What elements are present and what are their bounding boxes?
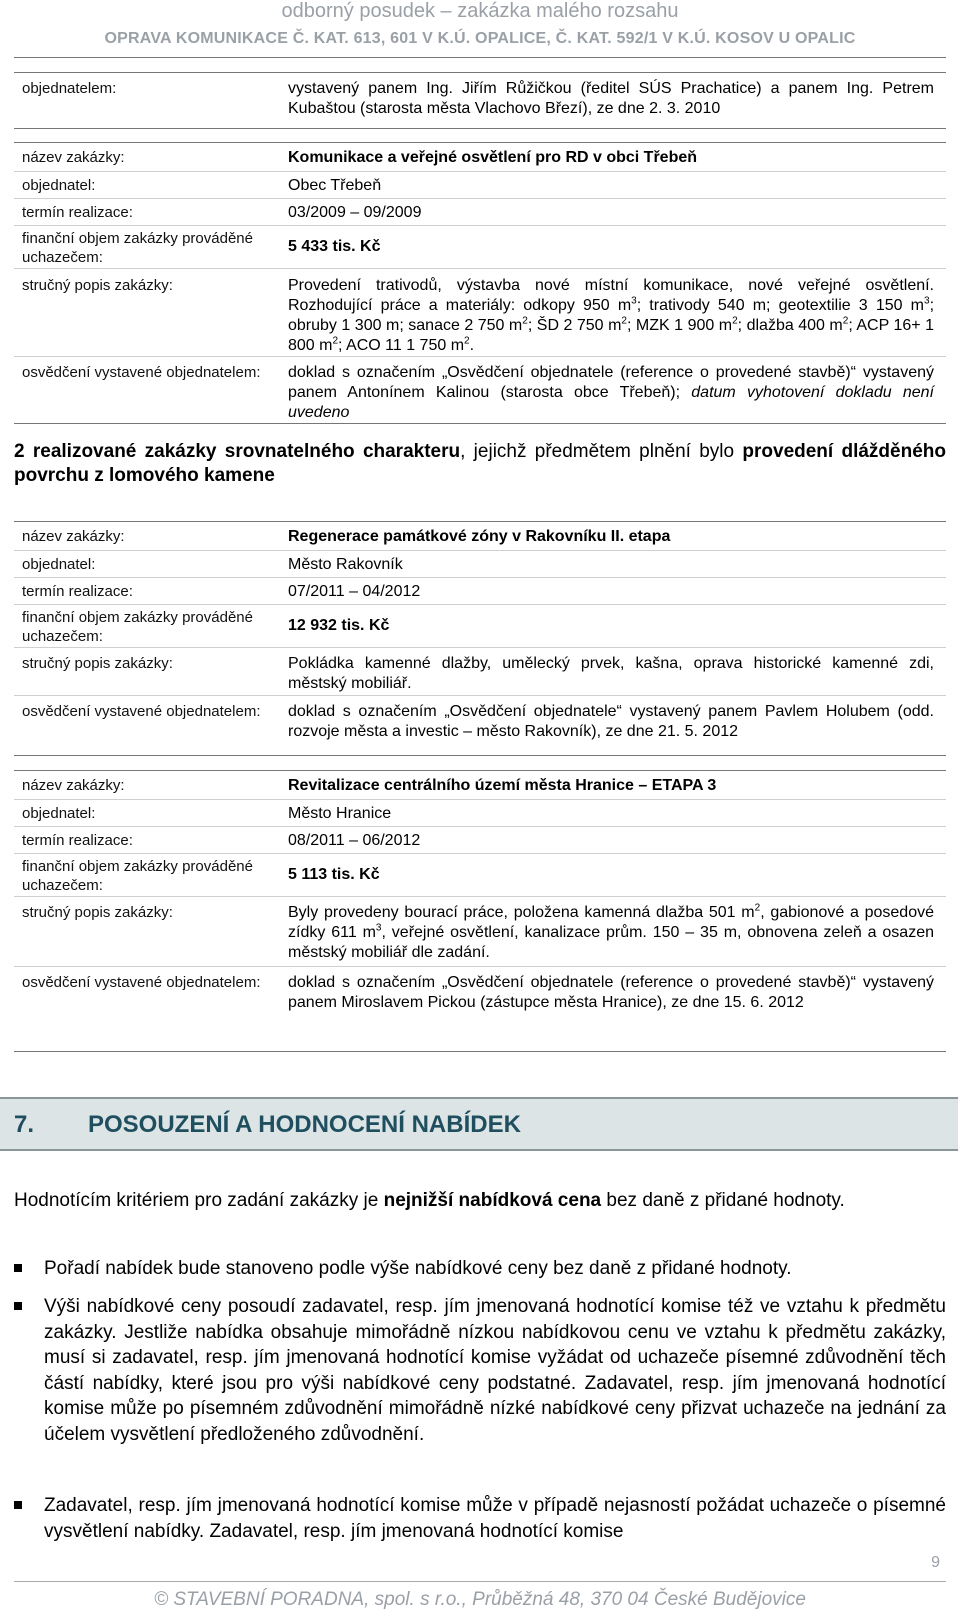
label-term: termín realizace: bbox=[22, 832, 133, 849]
square-bullet-icon bbox=[14, 1501, 22, 1509]
section-heading: 2 realizované zakázky srovnatelného charakteru, jejichž předmětem plnění bylo provedení dlážděného povrchu z lomového kamene bbox=[14, 441, 946, 486]
row-term bbox=[14, 577, 946, 605]
label-name: název zakázky: bbox=[22, 777, 125, 794]
row-name bbox=[14, 143, 946, 171]
header-subtitle: odborný posudek – zakázka malého rozsahu bbox=[281, 0, 679, 22]
label-name: název zakázky: bbox=[22, 528, 125, 545]
label-finance: finanční objem zakázky prováděné uchazečem: bbox=[22, 609, 253, 645]
row-client bbox=[14, 799, 946, 827]
page-number: 9 bbox=[931, 1554, 940, 1571]
project-desc: Byly provedeny bourací práce, položena kamenná dlažba 501 $m^2$, gabionové a posedové zídky 611 $m^3$, veřejné osvětlení, kanalizace prům. 150 – 35 m, obnovena zeleň a osazen městský mobiliář dle zadání. bbox=[288, 902, 934, 961]
project-client: Město Rakovník bbox=[288, 556, 403, 573]
header-title: OPRAVA KOMUNIKACE Č. KAT. 613, 601 V K.Ú. OPALICE, Č. KAT. 592/1 V K.Ú. KOSOV U OPALIC bbox=[104, 30, 856, 47]
project-finance: 5 433 tis. Kč bbox=[288, 238, 381, 255]
page-footer: © STAVEBNÍ PORADNA, spol. s r.o., Průběžná 48, 370 04 České Budějovice bbox=[154, 1589, 806, 1610]
row-desc bbox=[14, 268, 946, 357]
bullet-text: Zadavatel, resp. jím jmenovaná hodnotící komise může v případě nejasností požádat uchazeče o písemné vysvětlení nabídky. Zadavatel, resp. jím jmenovaná hodnotící komise bbox=[44, 1495, 946, 1542]
bullet-text: Pořadí nabídek bude stanoveno podle výše nabídkové ceny bez daně z přidané hodnoty. bbox=[44, 1258, 792, 1279]
section-number: 7. bbox=[14, 1111, 35, 1138]
label-cert: osvědčení vystavené objednatelem: bbox=[22, 364, 261, 381]
project-client: Město Hranice bbox=[288, 805, 392, 822]
header-divider bbox=[14, 57, 946, 58]
label-desc: stručný popis zakázky: bbox=[22, 655, 173, 672]
intro-paragraph: Hodnotícím kritériem pro zadání zakázky je nejnižší nabídková cena bez daně z přidané hodnoty. bbox=[14, 1190, 845, 1211]
section-title: POSOUZENÍ A HODNOCENÍ NABÍDEK bbox=[88, 1111, 521, 1138]
label-desc: stručný popis zakázky: bbox=[22, 277, 173, 294]
project-cert: doklad s označením „Osvědčení objednatele (reference o provedené stavbě)“ vystavený panem Miroslavem Pickou (zástupce města Hranice), ze dne 15. 6. 2012 bbox=[288, 974, 934, 1011]
bullet-text: Výši nabídkové ceny posoudí zadavatel, resp. jím jmenovaná hodnotící komise též ve vztahu k předmětu zakázky. Jestliže nabídka obsahuje mimořádně nízkou nabídkovou cenu ve vztahu k předmětu zakázky, musí si zadavatel, resp. jím jmenovaná hodnotící komise vyžádat od uchazeče písemné zdůvodnění těch částí nabídky, které jsou pro výši nabídkové ceny podstatné. Zadavatel, resp. jím jmenovaná hodnotící komise může po písemném zdůvodnění mimořádně nízké nabídkové ceny přizvat uchazeče na jednání za účelem vysvětlení předloženého zdůvodnění. bbox=[44, 1296, 946, 1445]
row-client bbox=[14, 550, 946, 578]
project-cert: doklad s označením „Osvědčení objednatele (reference o provedené stavbě)“ vystavený panem Antonínem Kalinou (starosta obce Třebeň); datum vyhotovení dokladu není uvedeno bbox=[288, 364, 934, 421]
row-term bbox=[14, 198, 946, 226]
row-cert bbox=[14, 695, 946, 756]
project-name: Revitalizace centrálního území města Hranice – ETAPA 3 bbox=[288, 777, 717, 794]
footer-divider bbox=[14, 1581, 946, 1582]
label-desc: stručný popis zakázky: bbox=[22, 904, 173, 921]
row-name bbox=[14, 522, 946, 550]
label-finance: finanční objem zakázky prováděné uchazečem: bbox=[22, 230, 253, 266]
square-bullet-icon bbox=[14, 1302, 22, 1310]
project-cert: doklad s označením „Osvědčení objednatele“ vystavený panem Pavlem Holubem (odd. rozvoje města a investic – město Rakovník), ze dne 21. 5. 2012 bbox=[288, 703, 934, 740]
row-cert bbox=[14, 966, 946, 1052]
cert-value: vystavený panem Ing. Jiřím Růžičkou (ředitel SÚS Prachatice) a panem Ing. Petrem Kubaštou (starosta města Vlachovo Březí), ze dne 2. 3. 2010 bbox=[288, 80, 934, 117]
row-term bbox=[14, 826, 946, 854]
row-finance bbox=[14, 604, 946, 648]
label-client: objednatel: bbox=[22, 177, 96, 194]
project-name: Komunikace a veřejné osvětlení pro RD v obci Třebeň bbox=[288, 149, 698, 166]
project-finance: 5 113 tis. Kč bbox=[288, 866, 380, 883]
label-client: objednatel: bbox=[22, 805, 96, 822]
project-desc: Pokládka kamenné dlažby, umělecký prvek, kašna, oprava historické kamenné zdi, městský mobiliář. bbox=[288, 655, 934, 692]
row-client bbox=[14, 171, 946, 199]
row-finance bbox=[14, 853, 946, 897]
square-bullet-icon bbox=[14, 1264, 22, 1272]
section-7-heading bbox=[0, 1097, 958, 1151]
label-cert: osvědčení vystavené objednatelem: bbox=[22, 974, 261, 991]
row-desc bbox=[14, 896, 946, 967]
project-name: Regenerace památkové zóny v Rakovníku II. etapa bbox=[288, 528, 671, 545]
label-finance: finanční objem zakázky prováděné uchazečem: bbox=[22, 858, 253, 894]
label-client: objednatel: bbox=[22, 556, 96, 573]
label-cert: objednatelem: bbox=[22, 80, 117, 97]
label-term: termín realizace: bbox=[22, 204, 133, 221]
project-desc: Provedení trativodů, výstavba nové místní komunikace, nové veřejné osvětlení. Rozhodující práce a materiály: odkopy 950 $m^3$; trativody 540 m; geotextilie 3 150 $m^3$; obruby 1 300 m; sanace 2 750 $m^2$; ŠD 2 750 $m^2$; MZK 1 900 $m^2$; dlažba 400 $m^2$; ACP 16+ 1 800 $m^2$; ACO 11 1 750 $m^2$. bbox=[288, 277, 935, 354]
project-client: Obec Třebeň bbox=[288, 177, 382, 194]
project-term: 03/2009 – 09/2009 bbox=[288, 204, 422, 221]
label-cert: osvědčení vystavené objednatelem: bbox=[22, 703, 261, 720]
reference-block-1 bbox=[14, 142, 946, 424]
reference-block-continued bbox=[14, 72, 946, 129]
label-term: termín realizace: bbox=[22, 583, 133, 600]
project-term: 07/2011 – 04/2012 bbox=[288, 583, 421, 600]
project-finance: 12 932 tis. Kč bbox=[288, 617, 390, 634]
label-name: název zakázky: bbox=[22, 149, 125, 166]
row-desc bbox=[14, 647, 946, 696]
row-cert bbox=[14, 356, 946, 424]
row-finance bbox=[14, 225, 946, 269]
reference-block-2 bbox=[14, 521, 946, 756]
project-term: 08/2011 – 06/2012 bbox=[288, 832, 421, 849]
row-name bbox=[14, 771, 946, 799]
reference-block-3 bbox=[14, 770, 946, 1052]
